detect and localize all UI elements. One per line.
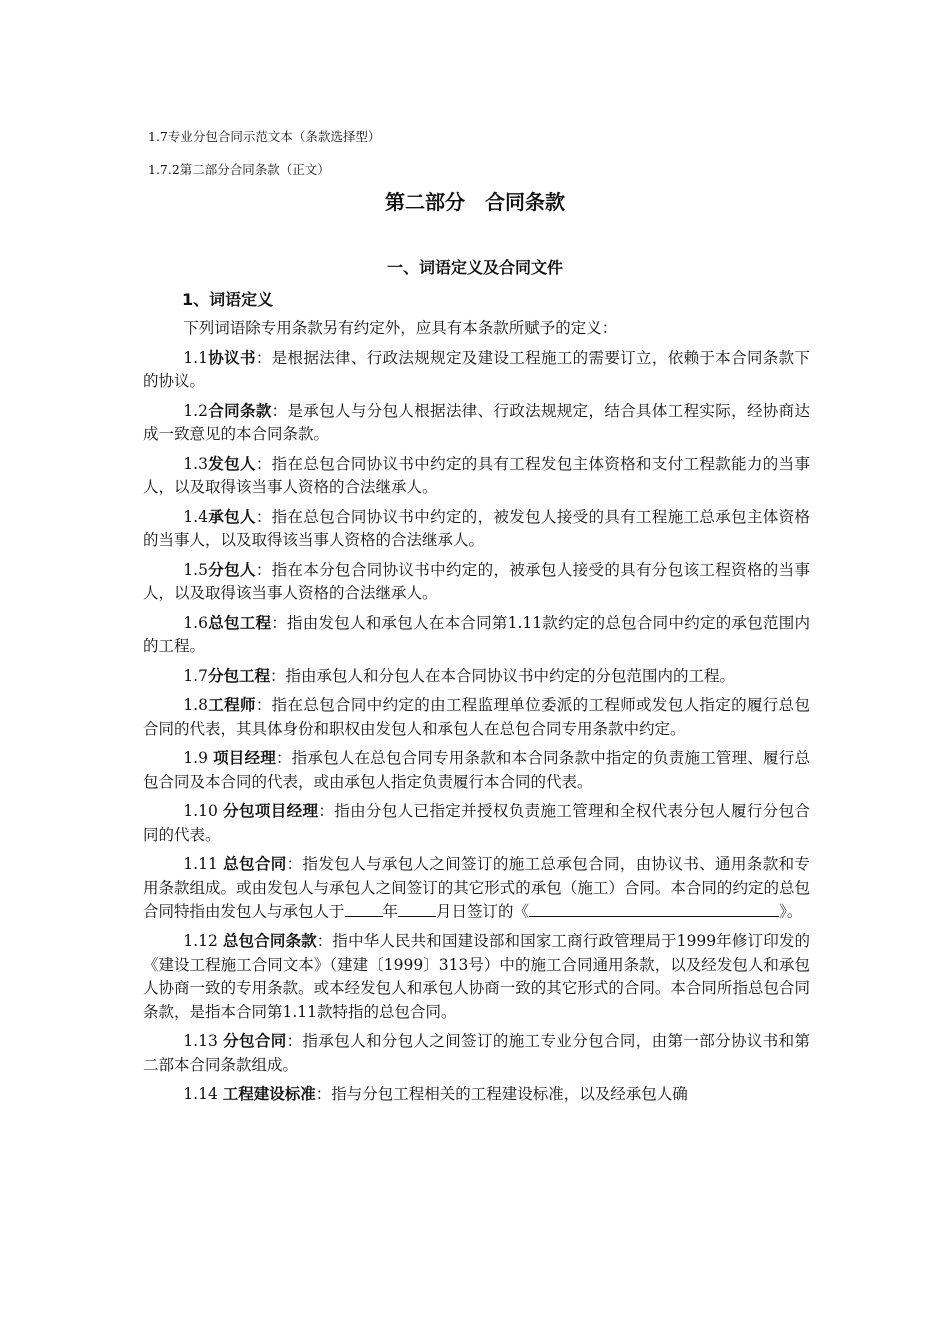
definition-number: 1.13 — [183, 1032, 224, 1050]
definition-term: 项目经理 — [213, 749, 276, 767]
definition-1-3 — [143, 453, 810, 500]
definition-1-2 — [143, 400, 810, 447]
definition-text: ：指发包人与承包人之间签订的施工总承包合同，由协议书、通用条款和专用条款组成。或由发包人与承包人之间签订的其它形式的承包（施工）合同。本合同的约定的总包合同特指由发包人与承包人于 — [143, 855, 810, 921]
definition-number: 1.10 — [183, 802, 224, 820]
definition-text: ：指承包人和分包人之间签订的施工专业分包合同，由第一部分协议书和第二部本合同条款组成。 — [143, 1032, 810, 1074]
definition-number: 1.8 — [183, 696, 208, 714]
definition-1-1 — [143, 347, 810, 394]
subsection-title: 1、词语定义 — [182, 290, 274, 309]
definition-1-8 — [143, 694, 810, 741]
month-label: 月 — [436, 902, 452, 921]
definition-text: ：指与分包工程相关的工程建设标准，以及经承包人确 — [315, 1085, 688, 1103]
definition-term: 分包人 — [207, 560, 256, 579]
definition-1-6 — [143, 612, 810, 659]
definition-1-4 — [143, 506, 810, 553]
definition-number: 1.6 — [183, 613, 208, 632]
definition-term: 分包合同 — [223, 1032, 287, 1050]
definition-number: 1.11 — [183, 855, 224, 873]
definition-text: ：是根据法律、行政法规规定及建设工程施工的需要订立，依赖于本合同条款下的协议。 — [143, 348, 810, 390]
definition-term: 分包项目经理 — [223, 802, 319, 820]
month-blank — [398, 900, 436, 917]
definition-1-13 — [143, 1030, 810, 1077]
day-label: 日签订的《 — [451, 902, 530, 921]
definition-term: 总包合同条款 — [222, 932, 317, 950]
year-label: 年 — [382, 902, 399, 921]
definition-term: 工程师 — [207, 696, 256, 714]
definition-term: 合同条款 — [207, 401, 272, 420]
definition-text: ：指承包人在总包合同专用条款和本合同条款中指定的负责施工管理、履行总包合同及本合同的代表，或由承包人指定负责履行本合同的代表。 — [143, 749, 810, 791]
definition-term: 工程建设标准 — [222, 1085, 316, 1103]
definition-text: ：指由分包人已指定并授权负责施工管理和全权代表分包人履行分包合同的代表。 — [143, 802, 810, 844]
definition-text: ：指由承包人和分包人在本合同协议书中约定的分包范围内的工程。 — [269, 666, 735, 685]
definition-1-9 — [143, 747, 810, 794]
definition-1-11 — [143, 853, 810, 924]
definition-number: 1.2 — [183, 401, 208, 420]
definition-number: 1.14 — [183, 1085, 223, 1103]
definition-number: 1.12 — [183, 932, 223, 950]
definition-number: 1.1 — [183, 348, 208, 367]
definition-number: 1.3 — [183, 454, 208, 473]
definition-text: ：指在总包合同协议书中约定的，被发包人接受的具有工程施工总承包主体资格的当事人，以及取得该当事人资格的合法继承人。 — [143, 507, 810, 549]
definition-text: ：指中华人民共和国建设部和国家工商行政管理局于1999年修订印发的《建设工程施工合同文本》（建建〔1999〕313号）中的施工合同通用条款，以及经发包人和承包人协商一致的专用条款。或本经发包人和承包人协商一致的其它形式的合同。本合同所指总包合同条款，是指本合同第1.11款特指的总包合同。 — [143, 932, 810, 1021]
definition-text: ：指在总包合同中约定的由工程监理单位委派的工程师或发包人指定的履行总包合同的代表，其具体身份和职权由发包人和承包人在总包合同专用条款中约定。 — [143, 696, 810, 738]
intro-paragraph: 下列词语除专用条款另有约定外，应具有本条款所赋予的定义： — [183, 319, 618, 337]
definition-term: 承包人 — [207, 507, 256, 526]
part-title: 第二部分 合同条款 — [385, 190, 565, 214]
definition-text: ：是承包人与分包人根据法律、行政法规规定，结合具体工程实际，经协商达成一致意见的本合同条款。 — [143, 401, 810, 443]
definition-1-14 — [143, 1083, 810, 1107]
definition-number: 1.4 — [183, 507, 208, 526]
year-blank — [345, 900, 383, 917]
definition-text: ：指由发包人和承包人在本合同第1.11款约定的总包合同中约定的承包范围内的工程。 — [143, 613, 810, 655]
breadcrumb-chapter: 1.7专业分包合同示范文本（条款选择型） — [148, 129, 381, 144]
definition-text: ：指在本分包合同协议书中约定的，被承包人接受的具有分包该工程资格的当事人，以及取得该当事人资格的合法继承人。 — [143, 560, 810, 602]
definition-term: 协议书 — [207, 348, 256, 367]
definitions-body — [143, 317, 810, 1113]
definition-term: 发包人 — [207, 454, 256, 473]
contract-name-blank — [529, 900, 779, 917]
definition-term: 总包工程 — [207, 613, 272, 632]
breadcrumb-section: 1.7.2第二部分合同条款（正文） — [148, 162, 330, 177]
definition-number: 1.7 — [183, 666, 208, 685]
definition-1-10 — [143, 800, 810, 847]
section-title: 一、词语定义及合同文件 — [386, 258, 563, 277]
definition-1-7 — [143, 665, 810, 689]
definition-1-12 — [143, 930, 810, 1024]
definition-term: 分包工程 — [207, 666, 270, 685]
definition-1-5 — [143, 559, 810, 606]
definition-number: 1.9 — [183, 749, 214, 767]
definition-term: 总包合同 — [223, 855, 287, 873]
definition-number: 1.5 — [183, 560, 208, 579]
closing-bracket: 》。 — [779, 902, 803, 921]
definition-text: ：指在总包合同协议书中约定的具有工程发包主体资格和支付工程款能力的当事人，以及取得该当事人资格的合法继承人。 — [143, 454, 810, 496]
